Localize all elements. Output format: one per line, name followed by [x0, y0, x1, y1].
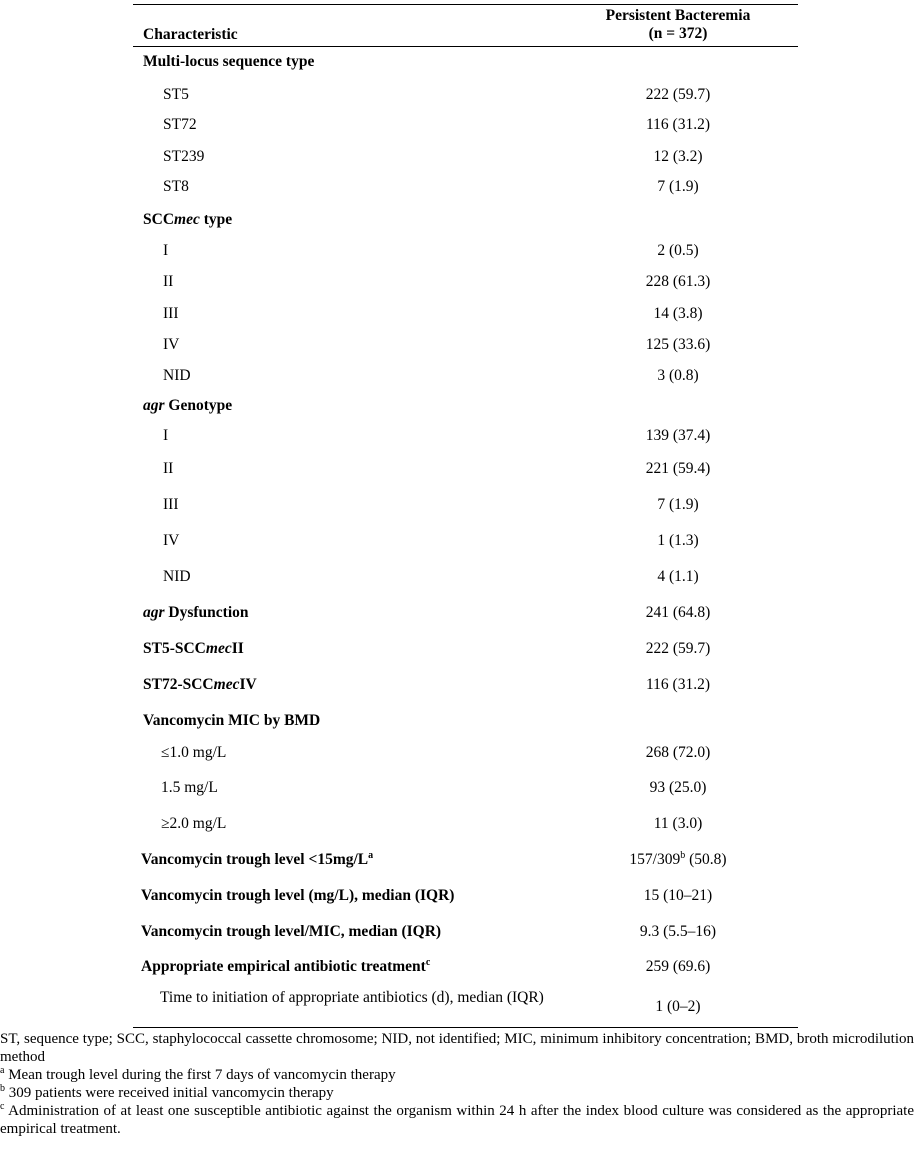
table-footnotes: [0, 1030, 914, 1138]
row-label: ST5-SCCmecII: [143, 640, 244, 657]
section-label: SCCmec type: [143, 211, 233, 228]
row-label: Vancomycin trough level $<15mg/L^a$: [141, 849, 374, 868]
table-top-rule: [133, 4, 798, 5]
header-persistent-bacteremia: [585, 7, 771, 43]
table-row: [133, 427, 798, 451]
row-value: 11 (3.0): [653, 815, 703, 832]
section-mlst: [133, 53, 798, 77]
row-label: agr Dysfunction: [143, 604, 249, 621]
table-row: [133, 305, 798, 329]
row-label: IV: [163, 336, 180, 353]
row-label: ST8: [163, 178, 189, 195]
row-vancomycin-trough-lt15: [133, 851, 798, 875]
table-row: [133, 568, 798, 592]
row-label: 1.5 mg/L: [161, 779, 218, 796]
row-st72-sccmec-iv: [133, 676, 798, 700]
table-row: [133, 242, 798, 266]
table-row: [133, 116, 798, 140]
row-label: IV: [163, 532, 180, 549]
row-vancomycin-trough-mic: [133, 923, 798, 947]
section-label: Vancomycin MIC by BMD: [143, 712, 321, 729]
row-label: III: [163, 496, 179, 513]
row-label: NID: [163, 367, 191, 384]
header-characteristic: Characteristic: [143, 26, 238, 43]
row-value: 1 (0–2): [655, 998, 701, 1015]
row-value: 3 (0.8): [657, 367, 699, 384]
footnote-abbreviations: ST, sequence type; SCC, staphylococcal cassette chromosome; NID, not identified; MIC, minimum inhibitory concentration; BMD, broth microdilution method: [0, 1031, 914, 1065]
row-value: 241 (64.8): [645, 604, 711, 621]
row-value: 139 (37.4): [645, 427, 711, 444]
footnote-b: $^b$ 309 patients were received initial vancomycin therapy: [0, 1083, 334, 1101]
row-st5-sccmec-ii: [133, 640, 798, 664]
row-value: 7 (1.9): [657, 178, 699, 195]
row-value: 221 (59.4): [645, 460, 711, 477]
table-row: [133, 367, 798, 391]
row-value: 125 (33.6): [645, 336, 711, 353]
row-value: 222 (59.7): [645, 640, 711, 657]
table-row: [133, 148, 798, 172]
row-label: I: [163, 242, 169, 259]
row-agr-dysfunction: [133, 604, 798, 628]
row-label: I: [163, 427, 169, 444]
row-label: Appropriate empirical antibiotic treatment$^c$: [141, 956, 431, 975]
row-label: ST239: [163, 148, 205, 165]
header-column-title: Persistent Bacteremia: [605, 7, 751, 24]
row-label: NID: [163, 568, 191, 585]
row-time-to-initiation: [133, 989, 798, 1025]
row-label: ST72-SCCmecIV: [143, 676, 257, 693]
row-value: 228 (61.3): [645, 273, 711, 290]
row-label: III: [163, 305, 179, 322]
row-label: II: [163, 273, 174, 290]
table-row: [133, 336, 798, 360]
table-row: [133, 532, 798, 556]
row-value: 259 (69.6): [645, 958, 711, 975]
row-value: 116 (31.2): [646, 676, 710, 693]
section-label: Multi-locus sequence type: [143, 53, 315, 70]
table-header-rule: [133, 46, 798, 47]
row-value: 222 (59.7): [645, 86, 711, 103]
row-label: ≤1.0 mg/L: [161, 744, 227, 761]
row-label: ≥2.0 mg/L: [161, 815, 227, 832]
row-label: Time to initiation of appropriate antibiotics (d), median (IQR): [160, 989, 544, 1006]
table-row: [133, 779, 798, 803]
row-value: 93 (25.0): [649, 779, 707, 796]
row-value: 12 (3.2): [653, 148, 703, 165]
table-row: [133, 496, 798, 520]
table-row: [133, 744, 798, 768]
section-vancomycin-mic: [133, 712, 798, 736]
row-value: 1 (1.3): [657, 532, 699, 549]
section-agr-genotype: [133, 397, 798, 421]
row-value: 2 (0.5): [657, 242, 699, 259]
table-bottom-rule: [133, 1027, 798, 1028]
footnote-a: $^a$ Mean trough level during the first 7 days of vancomycin therapy: [0, 1065, 396, 1083]
row-value: 116 (31.2): [646, 116, 710, 133]
row-label: ST72: [163, 116, 197, 133]
section-label: agr Genotype: [143, 397, 233, 414]
table-row: [133, 178, 798, 202]
row-label: Vancomycin trough level/MIC, median (IQR): [141, 923, 442, 940]
row-vancomycin-trough-median: [133, 887, 798, 911]
row-value: 268 (72.0): [645, 744, 711, 761]
section-scc-mec-type: [133, 211, 798, 235]
row-value: 15 (10–21): [643, 887, 713, 904]
row-appropriate-empirical-treatment: [133, 958, 798, 982]
table-row: [133, 273, 798, 297]
footnote-c: $^c$ Administration of at least one susceptible antibiotic against the organism within 24 h after the index blood culture was considered as the appropriate empirical treatment.: [0, 1101, 914, 1137]
row-value: 9.3 (5.5–16): [639, 923, 717, 940]
row-value: 7 (1.9): [657, 496, 699, 513]
table-row: [133, 815, 798, 839]
row-label: II: [163, 460, 174, 477]
row-value: 14 (3.8): [653, 305, 703, 322]
table-row: [133, 86, 798, 110]
row-label: ST5: [163, 86, 189, 103]
row-value: 157/309$^b$ (50.8): [629, 849, 727, 868]
row-label: Vancomycin trough level (mg/L), median (IQR): [141, 887, 455, 904]
header-column-n: (n = 372): [648, 25, 708, 42]
table-row: [133, 460, 798, 484]
row-value: 4 (1.1): [657, 568, 699, 585]
